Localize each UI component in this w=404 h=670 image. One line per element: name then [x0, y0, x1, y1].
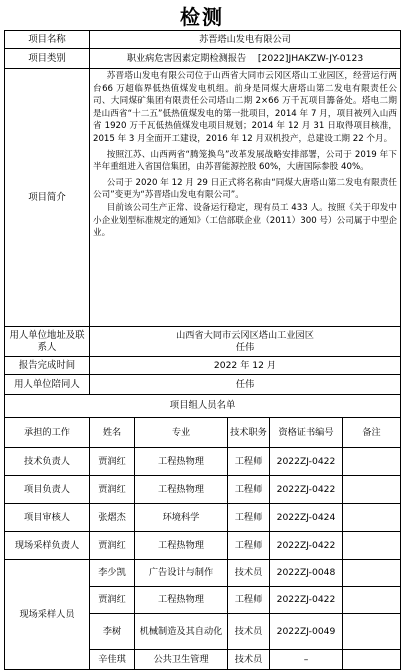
members-header-row	[5, 418, 401, 448]
member-name: 辛佳琪	[90, 650, 135, 670]
info-table	[4, 30, 401, 395]
table-row	[5, 476, 401, 504]
sampling-role: 现场采样人员	[5, 560, 90, 670]
member-title: 工程师	[228, 504, 270, 532]
member-title: 工程师	[228, 532, 270, 560]
address-contact-value	[90, 327, 401, 357]
member-title: 技术员	[228, 560, 270, 587]
member-cert: 2022ZJ-0422	[270, 587, 343, 614]
table-row	[5, 504, 401, 532]
member-note	[343, 532, 401, 560]
table-row	[5, 448, 401, 476]
member-title: 技术员	[228, 614, 270, 650]
member-major: 公共卫生管理	[135, 650, 228, 670]
table-row	[5, 560, 401, 587]
member-cert: 2022ZJ-0048	[270, 560, 343, 587]
member-major: 广告设计与制作	[135, 560, 228, 587]
members-table	[4, 394, 401, 670]
member-major: 工程热物理	[135, 448, 228, 476]
member-name: 贾润红	[90, 532, 135, 560]
member-role: 技术负责人	[5, 448, 90, 476]
project-type-value: 职业病危害因素定期检测报告 [2022]JHAKZW-JY-0123	[90, 49, 401, 69]
member-major: 工程热物理	[135, 587, 228, 614]
member-major: 环境科学	[135, 504, 228, 532]
header-note: 备注	[343, 418, 401, 448]
escort-label: 用人单位陪同人	[5, 375, 90, 395]
page-title: 检测	[180, 5, 224, 29]
project-name-row	[5, 31, 401, 49]
date-label: 报告完成时间	[5, 357, 90, 375]
member-role: 项目审核人	[5, 504, 90, 532]
intro-row	[5, 69, 401, 327]
table-row	[5, 532, 401, 560]
address-row	[5, 327, 401, 357]
intro-label: 项目简介	[5, 69, 90, 327]
member-note	[343, 504, 401, 532]
intro-paragraph: 苏晋塔山发电有限公司位于山西省大同市云冈区塔山工业园区，经营运行两台66 万超临界低热值煤发电机组。前身是同煤大唐塔山第二发电有限责任公司、大同煤矿集团有限责任公司塔山二期 2×66 万千瓦项目籌备处。塔电二期是山西省“十二五”低热值煤发电的第一批项目，2014 年 7 月，项目被列入山西省 1920 万千瓦低热值煤发电项目规划；2014 年 12 月 31 日取得项目核准，2015 年 3 月全面开工建设，2016 年 12 月双机投产，总建设工期 22 个月。	[93, 71, 397, 144]
member-name: 贾润红	[90, 587, 135, 614]
member-title: 工程师	[228, 587, 270, 614]
project-type-row	[5, 49, 401, 69]
member-note	[343, 560, 401, 587]
project-name-label: 项目名称	[5, 31, 90, 49]
member-name: 李少凯	[90, 560, 135, 587]
escort-row	[5, 375, 401, 395]
member-note	[343, 448, 401, 476]
member-cert: –	[270, 650, 343, 670]
header-role: 承担的工作	[5, 418, 90, 448]
intro-paragraph: 按照江苏、山西两省“腾笼换鸟”改革发展战略安排部署，公司于 2019 年下半年重组进入省国信集团，由苏晋能源控股 60%，大唐国际参股 40%。	[93, 149, 397, 173]
header-major: 专业	[135, 418, 228, 448]
member-note	[343, 476, 401, 504]
member-major: 工程热物理	[135, 532, 228, 560]
member-cert: 2022ZJ-0422	[270, 476, 343, 504]
date-row	[5, 357, 401, 375]
header-cert: 资格证书编号	[270, 418, 343, 448]
header-title: 技术职务	[228, 418, 270, 448]
member-title: 技术员	[228, 650, 270, 670]
intro-paragraph: 目前该公司生产正常、设备运行稳定，现有员工 433 人。按照《关于印发中小企业划型标准规定的通知》（工信部联企业（2011）300 号）公司属于中型企业。	[93, 202, 397, 239]
member-title: 工程师	[228, 476, 270, 504]
member-role: 项目负责人	[5, 476, 90, 504]
member-title: 工程师	[228, 448, 270, 476]
member-major: 机械制造及其自动化	[135, 614, 228, 650]
address-contact-label: 用人单位地址及联系人	[5, 327, 90, 357]
address-value: 山西省大同市云冈区塔山工业园区	[176, 329, 314, 341]
intro-text	[90, 69, 401, 327]
member-role: 现场采样负责人	[5, 532, 90, 560]
member-major: 工程热物理	[135, 476, 228, 504]
member-cert: 2022ZJ-0424	[270, 504, 343, 532]
member-cert: 2022ZJ-0422	[270, 448, 343, 476]
date-value: 2022 年 12 月	[90, 357, 401, 375]
member-name: 贾润红	[90, 476, 135, 504]
member-name: 李树	[90, 614, 135, 650]
members-title-row	[5, 395, 401, 418]
members-section-title: 项目组人员名单	[5, 395, 401, 418]
member-cert: 2022ZJ-0422	[270, 532, 343, 560]
project-name-value: 苏晋塔山发电有限公司	[90, 31, 401, 49]
member-name: 贾润红	[90, 448, 135, 476]
escort-value: 任伟	[90, 375, 401, 395]
header-name: 姓名	[90, 418, 135, 448]
member-note	[343, 587, 401, 614]
contact-value: 任伟	[235, 341, 255, 353]
project-type-label: 项目类别	[5, 49, 90, 69]
member-cert: 2022ZJ-0049	[270, 614, 343, 650]
member-name: 张熠杰	[90, 504, 135, 532]
intro-paragraph: 公司于 2020 年 12 月 29 日正式将名称由“同煤大唐塔山第二发电有限责任公司”变更为“苏晋塔山发电有限公司”。	[93, 177, 397, 201]
member-note	[343, 614, 401, 650]
member-note	[343, 650, 401, 670]
